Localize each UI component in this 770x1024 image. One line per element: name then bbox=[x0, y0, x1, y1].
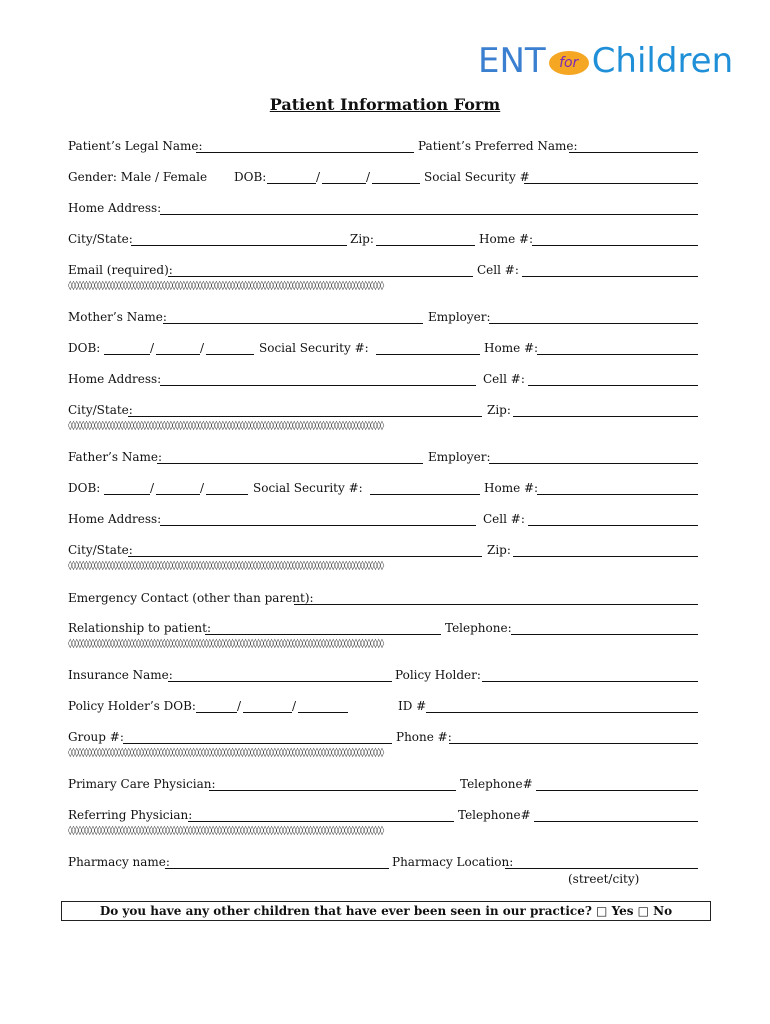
insurance-phone-field[interactable] bbox=[449, 743, 698, 744]
logo-ent: ENT bbox=[478, 41, 546, 81]
father-name-label: Father’s Name: bbox=[68, 450, 163, 464]
dob-year-field[interactable] bbox=[372, 183, 420, 184]
section-divider: ◊◊◊◊◊◊◊◊◊◊◊◊◊◊◊◊◊◊◊◊◊◊◊◊◊◊◊◊◊◊◊◊◊◊◊◊◊◊◊◊◊◊◊◊◊◊◊◊◊◊◊◊◊◊◊◊◊◊◊◊◊◊◊◊◊◊◊◊◊◊◊◊◊◊◊◊◊◊◊◊◊◊◊◊◊◊◊◊◊◊◊◊◊◊◊◊◊ bbox=[68, 748, 383, 758]
mother-name-row bbox=[68, 309, 698, 325]
logo-for-badge: for bbox=[549, 51, 589, 75]
city-state-label: City/State: bbox=[68, 232, 133, 246]
dob-label: DOB: bbox=[234, 170, 267, 184]
policy-holder-dob-row bbox=[68, 698, 698, 714]
referring-telephone-label: Telephone# bbox=[458, 808, 531, 822]
father-address-row bbox=[68, 511, 698, 527]
pharmacy-location-field[interactable] bbox=[505, 868, 698, 869]
mother-dob-label: DOB: bbox=[68, 341, 101, 355]
pharmacy-name-field[interactable] bbox=[165, 868, 389, 869]
father-city-field[interactable] bbox=[128, 556, 482, 557]
city-state-field[interactable] bbox=[131, 245, 347, 246]
legal-name-field[interactable] bbox=[196, 152, 414, 153]
emergency-contact-row bbox=[68, 590, 698, 606]
home-address-label: Home Address: bbox=[68, 201, 162, 215]
dob-slash: / bbox=[150, 341, 155, 355]
emergency-telephone-field[interactable] bbox=[511, 634, 698, 635]
father-city-row bbox=[68, 542, 698, 558]
mother-employer-field[interactable] bbox=[489, 323, 698, 324]
cell-label: Cell #: bbox=[477, 263, 519, 277]
father-home-phone-label: Home #: bbox=[484, 481, 539, 495]
father-dob-day-field[interactable] bbox=[156, 494, 200, 495]
mother-dob-row bbox=[68, 340, 698, 356]
father-employer-field[interactable] bbox=[489, 463, 698, 464]
relationship-label: Relationship to patient: bbox=[68, 621, 212, 635]
primary-physician-field[interactable] bbox=[209, 790, 456, 791]
email-label: Email (required): bbox=[68, 263, 173, 277]
referring-physician-field[interactable] bbox=[188, 821, 454, 822]
mother-address-label: Home Address: bbox=[68, 372, 162, 386]
father-dob-label: DOB: bbox=[68, 481, 101, 495]
holder-dob-label: Policy Holder’s DOB: bbox=[68, 699, 196, 713]
patient-address-row bbox=[68, 200, 698, 216]
dob-slash: / bbox=[150, 481, 155, 495]
mother-home-phone-field[interactable] bbox=[537, 354, 698, 355]
policy-holder-field[interactable] bbox=[482, 681, 698, 682]
policy-holder-label: Policy Holder: bbox=[395, 668, 481, 682]
mother-ssn-field[interactable] bbox=[376, 354, 480, 355]
dob-month-field[interactable] bbox=[267, 183, 316, 184]
primary-physician-label: Primary Care Physician: bbox=[68, 777, 216, 791]
mother-city-field[interactable] bbox=[128, 416, 482, 417]
father-name-field[interactable] bbox=[157, 463, 423, 464]
primary-telephone-field[interactable] bbox=[536, 790, 698, 791]
insurance-name-row bbox=[68, 667, 698, 683]
referring-physician-row bbox=[68, 807, 698, 823]
father-ssn-label: Social Security #: bbox=[253, 481, 363, 495]
father-cell-label: Cell #: bbox=[483, 512, 525, 526]
ssn-field[interactable] bbox=[524, 183, 698, 184]
holder-dob-month-field[interactable] bbox=[196, 712, 237, 713]
ent-for-children-logo bbox=[478, 40, 734, 82]
father-address-field[interactable] bbox=[160, 525, 476, 526]
primary-telephone-label: Telephone# bbox=[460, 777, 533, 791]
emergency-contact-field[interactable] bbox=[294, 604, 698, 605]
mother-dob-day-field[interactable] bbox=[156, 354, 200, 355]
dob-slash: / bbox=[292, 699, 297, 713]
patient-email-row bbox=[68, 262, 698, 278]
mother-address-field[interactable] bbox=[160, 385, 476, 386]
section-divider: ◊◊◊◊◊◊◊◊◊◊◊◊◊◊◊◊◊◊◊◊◊◊◊◊◊◊◊◊◊◊◊◊◊◊◊◊◊◊◊◊◊◊◊◊◊◊◊◊◊◊◊◊◊◊◊◊◊◊◊◊◊◊◊◊◊◊◊◊◊◊◊◊◊◊◊◊◊◊◊◊◊◊◊◊◊◊◊◊◊◊◊◊◊◊◊◊◊ bbox=[68, 421, 383, 431]
mother-dob-year-field[interactable] bbox=[206, 354, 254, 355]
mother-city-row bbox=[68, 402, 698, 418]
zip-field[interactable] bbox=[376, 245, 475, 246]
father-dob-row bbox=[68, 480, 698, 496]
referring-telephone-field[interactable] bbox=[534, 821, 698, 822]
mother-cell-label: Cell #: bbox=[483, 372, 525, 386]
mother-name-label: Mother’s Name: bbox=[68, 310, 167, 324]
pharmacy-location-label: Pharmacy Location: bbox=[392, 855, 514, 869]
father-home-phone-field[interactable] bbox=[537, 494, 698, 495]
patient-city-row bbox=[68, 231, 698, 247]
father-zip-field[interactable] bbox=[513, 556, 698, 557]
holder-dob-year-field[interactable] bbox=[298, 712, 348, 713]
emergency-contact-label: Emergency Contact (other than parent): bbox=[68, 591, 314, 605]
id-label: ID # bbox=[398, 699, 427, 713]
group-field[interactable] bbox=[123, 743, 392, 744]
dob-slash: / bbox=[200, 341, 205, 355]
mother-name-field[interactable] bbox=[163, 323, 423, 324]
insurance-name-field[interactable] bbox=[168, 681, 392, 682]
zip-label: Zip: bbox=[350, 232, 374, 246]
email-field[interactable] bbox=[168, 276, 473, 277]
father-zip-label: Zip: bbox=[487, 543, 511, 557]
section-divider: ◊◊◊◊◊◊◊◊◊◊◊◊◊◊◊◊◊◊◊◊◊◊◊◊◊◊◊◊◊◊◊◊◊◊◊◊◊◊◊◊◊◊◊◊◊◊◊◊◊◊◊◊◊◊◊◊◊◊◊◊◊◊◊◊◊◊◊◊◊◊◊◊◊◊◊◊◊◊◊◊◊◊◊◊◊◊◊◊◊◊◊◊◊◊◊◊◊ bbox=[68, 826, 383, 836]
father-cell-field[interactable] bbox=[528, 525, 698, 526]
mother-employer-label: Employer: bbox=[428, 310, 491, 324]
id-field[interactable] bbox=[426, 712, 698, 713]
relationship-row bbox=[68, 620, 698, 636]
emergency-telephone-label: Telephone: bbox=[445, 621, 512, 635]
mother-home-phone-label: Home #: bbox=[484, 341, 539, 355]
section-divider: ◊◊◊◊◊◊◊◊◊◊◊◊◊◊◊◊◊◊◊◊◊◊◊◊◊◊◊◊◊◊◊◊◊◊◊◊◊◊◊◊◊◊◊◊◊◊◊◊◊◊◊◊◊◊◊◊◊◊◊◊◊◊◊◊◊◊◊◊◊◊◊◊◊◊◊◊◊◊◊◊◊◊◊◊◊◊◊◊◊◊◊◊◊◊◊◊◊ bbox=[68, 281, 383, 291]
logo-children: Children bbox=[591, 41, 734, 81]
pharmacy-name-label: Pharmacy name: bbox=[68, 855, 170, 869]
mother-address-row bbox=[68, 371, 698, 387]
mother-cell-field[interactable] bbox=[528, 385, 698, 386]
preferred-name-label: Patient’s Preferred Name: bbox=[418, 139, 578, 153]
mother-ssn-label: Social Security #: bbox=[259, 341, 369, 355]
patient-gender-row bbox=[68, 169, 698, 185]
patient-name-row bbox=[68, 138, 698, 154]
legal-name-label: Patient’s Legal Name: bbox=[68, 139, 203, 153]
insurance-phone-label: Phone #: bbox=[396, 730, 452, 744]
dob-day-field[interactable] bbox=[322, 183, 366, 184]
relationship-field[interactable] bbox=[205, 634, 441, 635]
home-address-field[interactable] bbox=[160, 214, 698, 215]
father-city-label: City/State: bbox=[68, 543, 133, 557]
cell-field[interactable] bbox=[522, 276, 698, 277]
section-divider: ◊◊◊◊◊◊◊◊◊◊◊◊◊◊◊◊◊◊◊◊◊◊◊◊◊◊◊◊◊◊◊◊◊◊◊◊◊◊◊◊◊◊◊◊◊◊◊◊◊◊◊◊◊◊◊◊◊◊◊◊◊◊◊◊◊◊◊◊◊◊◊◊◊◊◊◊◊◊◊◊◊◊◊◊◊◊◊◊◊◊◊◊◊◊◊◊◊ bbox=[68, 561, 383, 571]
primary-physician-row bbox=[68, 776, 698, 792]
dob-slash: / bbox=[200, 481, 205, 495]
gender-label[interactable]: Gender: Male / Female bbox=[68, 170, 208, 184]
father-employer-label: Employer: bbox=[428, 450, 491, 464]
home-phone-label: Home #: bbox=[479, 232, 534, 246]
father-ssn-field[interactable] bbox=[370, 494, 480, 495]
father-dob-year-field[interactable] bbox=[206, 494, 248, 495]
group-label: Group #: bbox=[68, 730, 124, 744]
father-name-row bbox=[68, 449, 698, 465]
mother-dob-month-field[interactable] bbox=[104, 354, 150, 355]
mother-zip-field[interactable] bbox=[513, 416, 698, 417]
dob-slash: / bbox=[316, 170, 321, 184]
section-divider: ◊◊◊◊◊◊◊◊◊◊◊◊◊◊◊◊◊◊◊◊◊◊◊◊◊◊◊◊◊◊◊◊◊◊◊◊◊◊◊◊◊◊◊◊◊◊◊◊◊◊◊◊◊◊◊◊◊◊◊◊◊◊◊◊◊◊◊◊◊◊◊◊◊◊◊◊◊◊◊◊◊◊◊◊◊◊◊◊◊◊◊◊◊◊◊◊◊ bbox=[68, 639, 383, 649]
group-row bbox=[68, 729, 698, 745]
referring-physician-label: Referring Physician: bbox=[68, 808, 193, 822]
insurance-name-label: Insurance Name: bbox=[68, 668, 173, 682]
home-phone-field[interactable] bbox=[532, 245, 698, 246]
mother-zip-label: Zip: bbox=[487, 403, 511, 417]
other-children-question[interactable]: Do you have any other children that have ever been seen in our practice? □ Yes □ No bbox=[61, 901, 711, 921]
father-address-label: Home Address: bbox=[68, 512, 162, 526]
father-dob-month-field[interactable] bbox=[104, 494, 150, 495]
page-title: Patient Information Form bbox=[269, 95, 501, 114]
dob-slash: / bbox=[366, 170, 371, 184]
pharmacy-row bbox=[68, 854, 698, 870]
mother-city-label: City/State: bbox=[68, 403, 133, 417]
ssn-label: Social Security # bbox=[424, 170, 530, 184]
street-city-hint: (street/city) bbox=[568, 872, 640, 886]
dob-slash: / bbox=[237, 699, 242, 713]
preferred-name-field[interactable] bbox=[569, 152, 698, 153]
holder-dob-day-field[interactable] bbox=[243, 712, 292, 713]
